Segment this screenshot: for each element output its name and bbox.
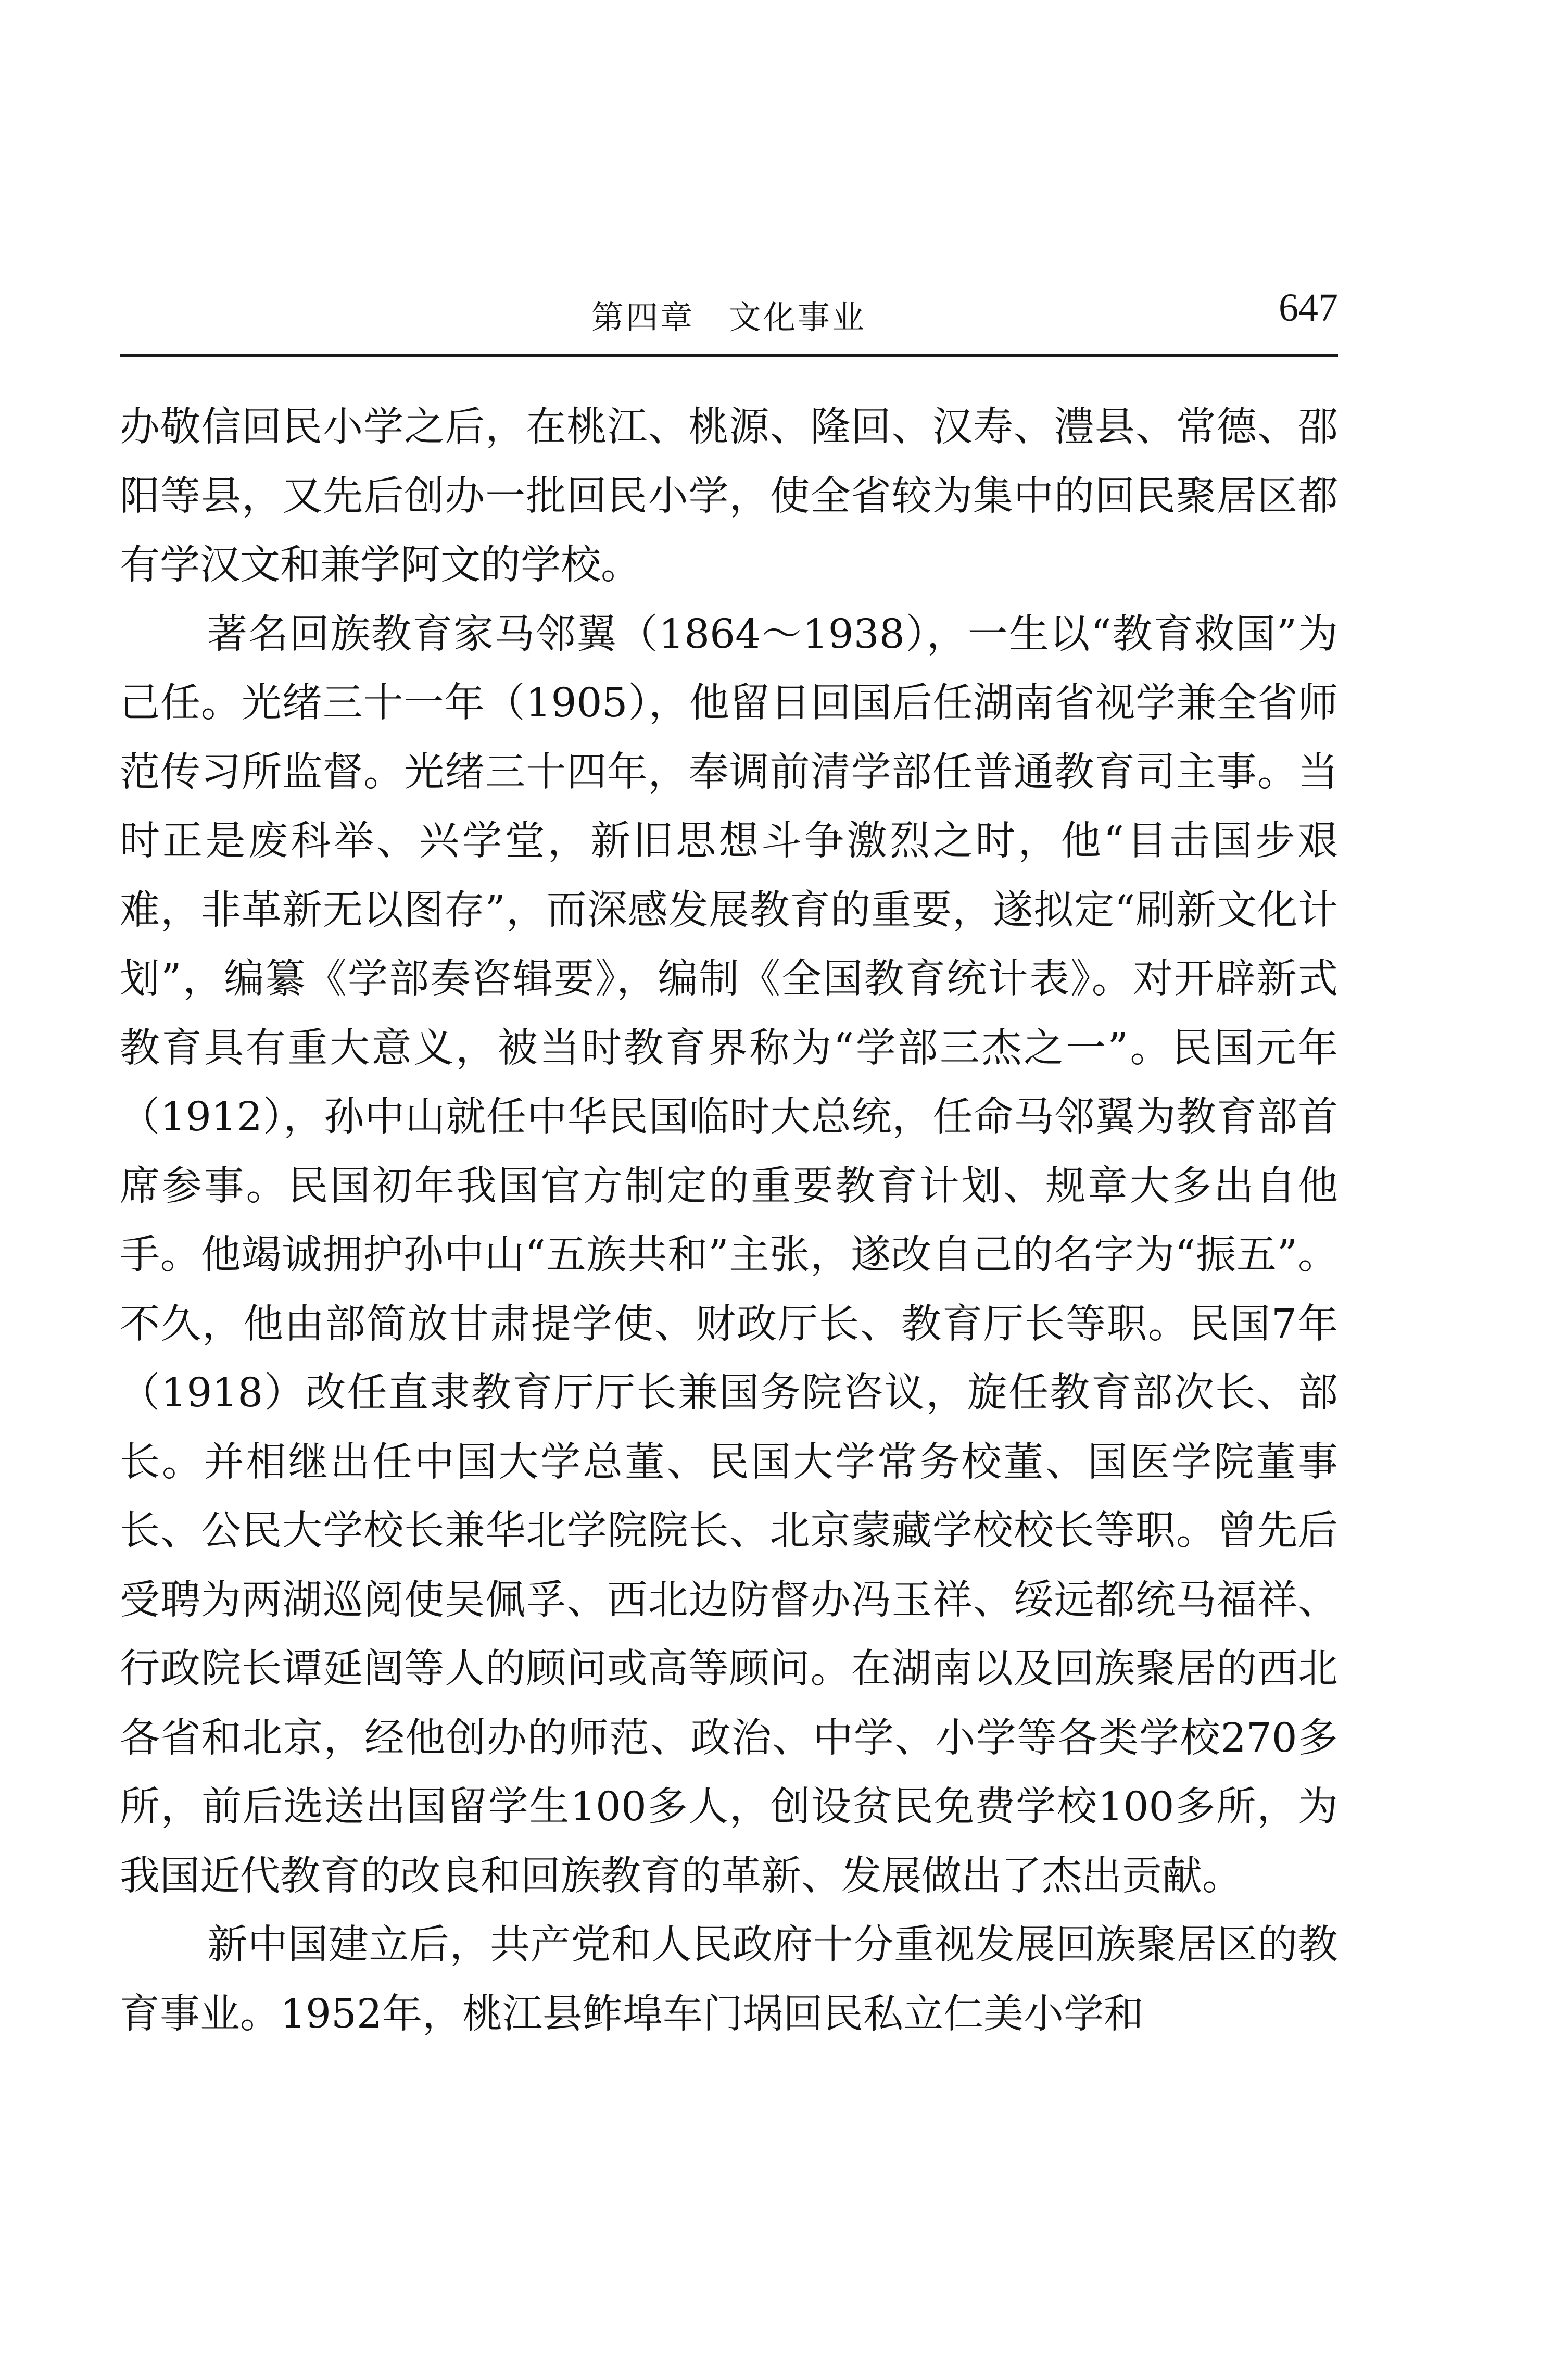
paragraph-new-china: 新中国建立后，共产党和人民政府十分重视发展回族聚居区的教育事业。1952年，桃江县鲊埠车门埚回民私立仁美小学和 xyxy=(120,1922,1338,2037)
page-number: 647 xyxy=(1279,286,1338,330)
header-rule xyxy=(120,354,1338,357)
chapter-title: 第四章 文化事业 xyxy=(591,298,866,336)
paragraph-continuation: 办敬信回民小学之后，在桃江、桃源、隆回、汉寿、澧县、常德、邵阳等县，又先后创办一批回民小学，使全省较为集中的回民聚居区都有学汉文和兼学阿文的学校。 xyxy=(120,404,1338,588)
paragraph-ma-linyi: 著名回族教育家马邻翼（1864～1938），一生以“教育救国”为己任。光绪三十一年（1905），他留日回国后任湖南省视学兼全省师范传习所监督。光绪三十四年，奉调前清学部任普通教育司主事。当时正是废科举、兴学堂，新旧思想斗争激烈之时，他“目击国步艰难，非革新无以图存”，而深感发展教育的重要，遂拟定“刷新文化计划”，编纂《学部奏咨辑要》，编制《全国教育统计表》。对开辟新式教育具有重大意义，被当时教育界称为“学部三杰之一”。民国元年（1912），孙中山就任中华民国临时大总统，任命马邻翼为教育部首席参事。民国初年我国官方制定的重要教育计划、规章大多出自他手。他竭诚拥护孙中山“五族共和”主张，遂改自己的名字为“振五”。不久，他由部简放甘肃提学使、财政厅长、教育厅长等职。民国7年（1918）改任直隶教育厅厅长兼国务院咨议，旋任教育部次长、部长。并相继出任中国大学总董、民国大学常务校董、国医学院董事长、公民大学校长兼华北学院院长、北京蒙藏学校校长等职。曾先后受聘为两湖巡阅使吴佩孚、西北边防督办冯玉祥、绥远都统马福祥、行政院长谭延闿等人的顾问或高等顾问。在湖南以及回族聚居的西北各省和北京，经他创办的师范、政治、中学、小学等各类学校270多所，前后选送出国留学生100多人，创设贫民免费学校100多所，为我国近代教育的改良和回族教育的革新、发展做出了杰出贡献。 xyxy=(120,611,1338,1899)
body-text xyxy=(120,393,1338,2049)
running-header xyxy=(120,281,1338,344)
